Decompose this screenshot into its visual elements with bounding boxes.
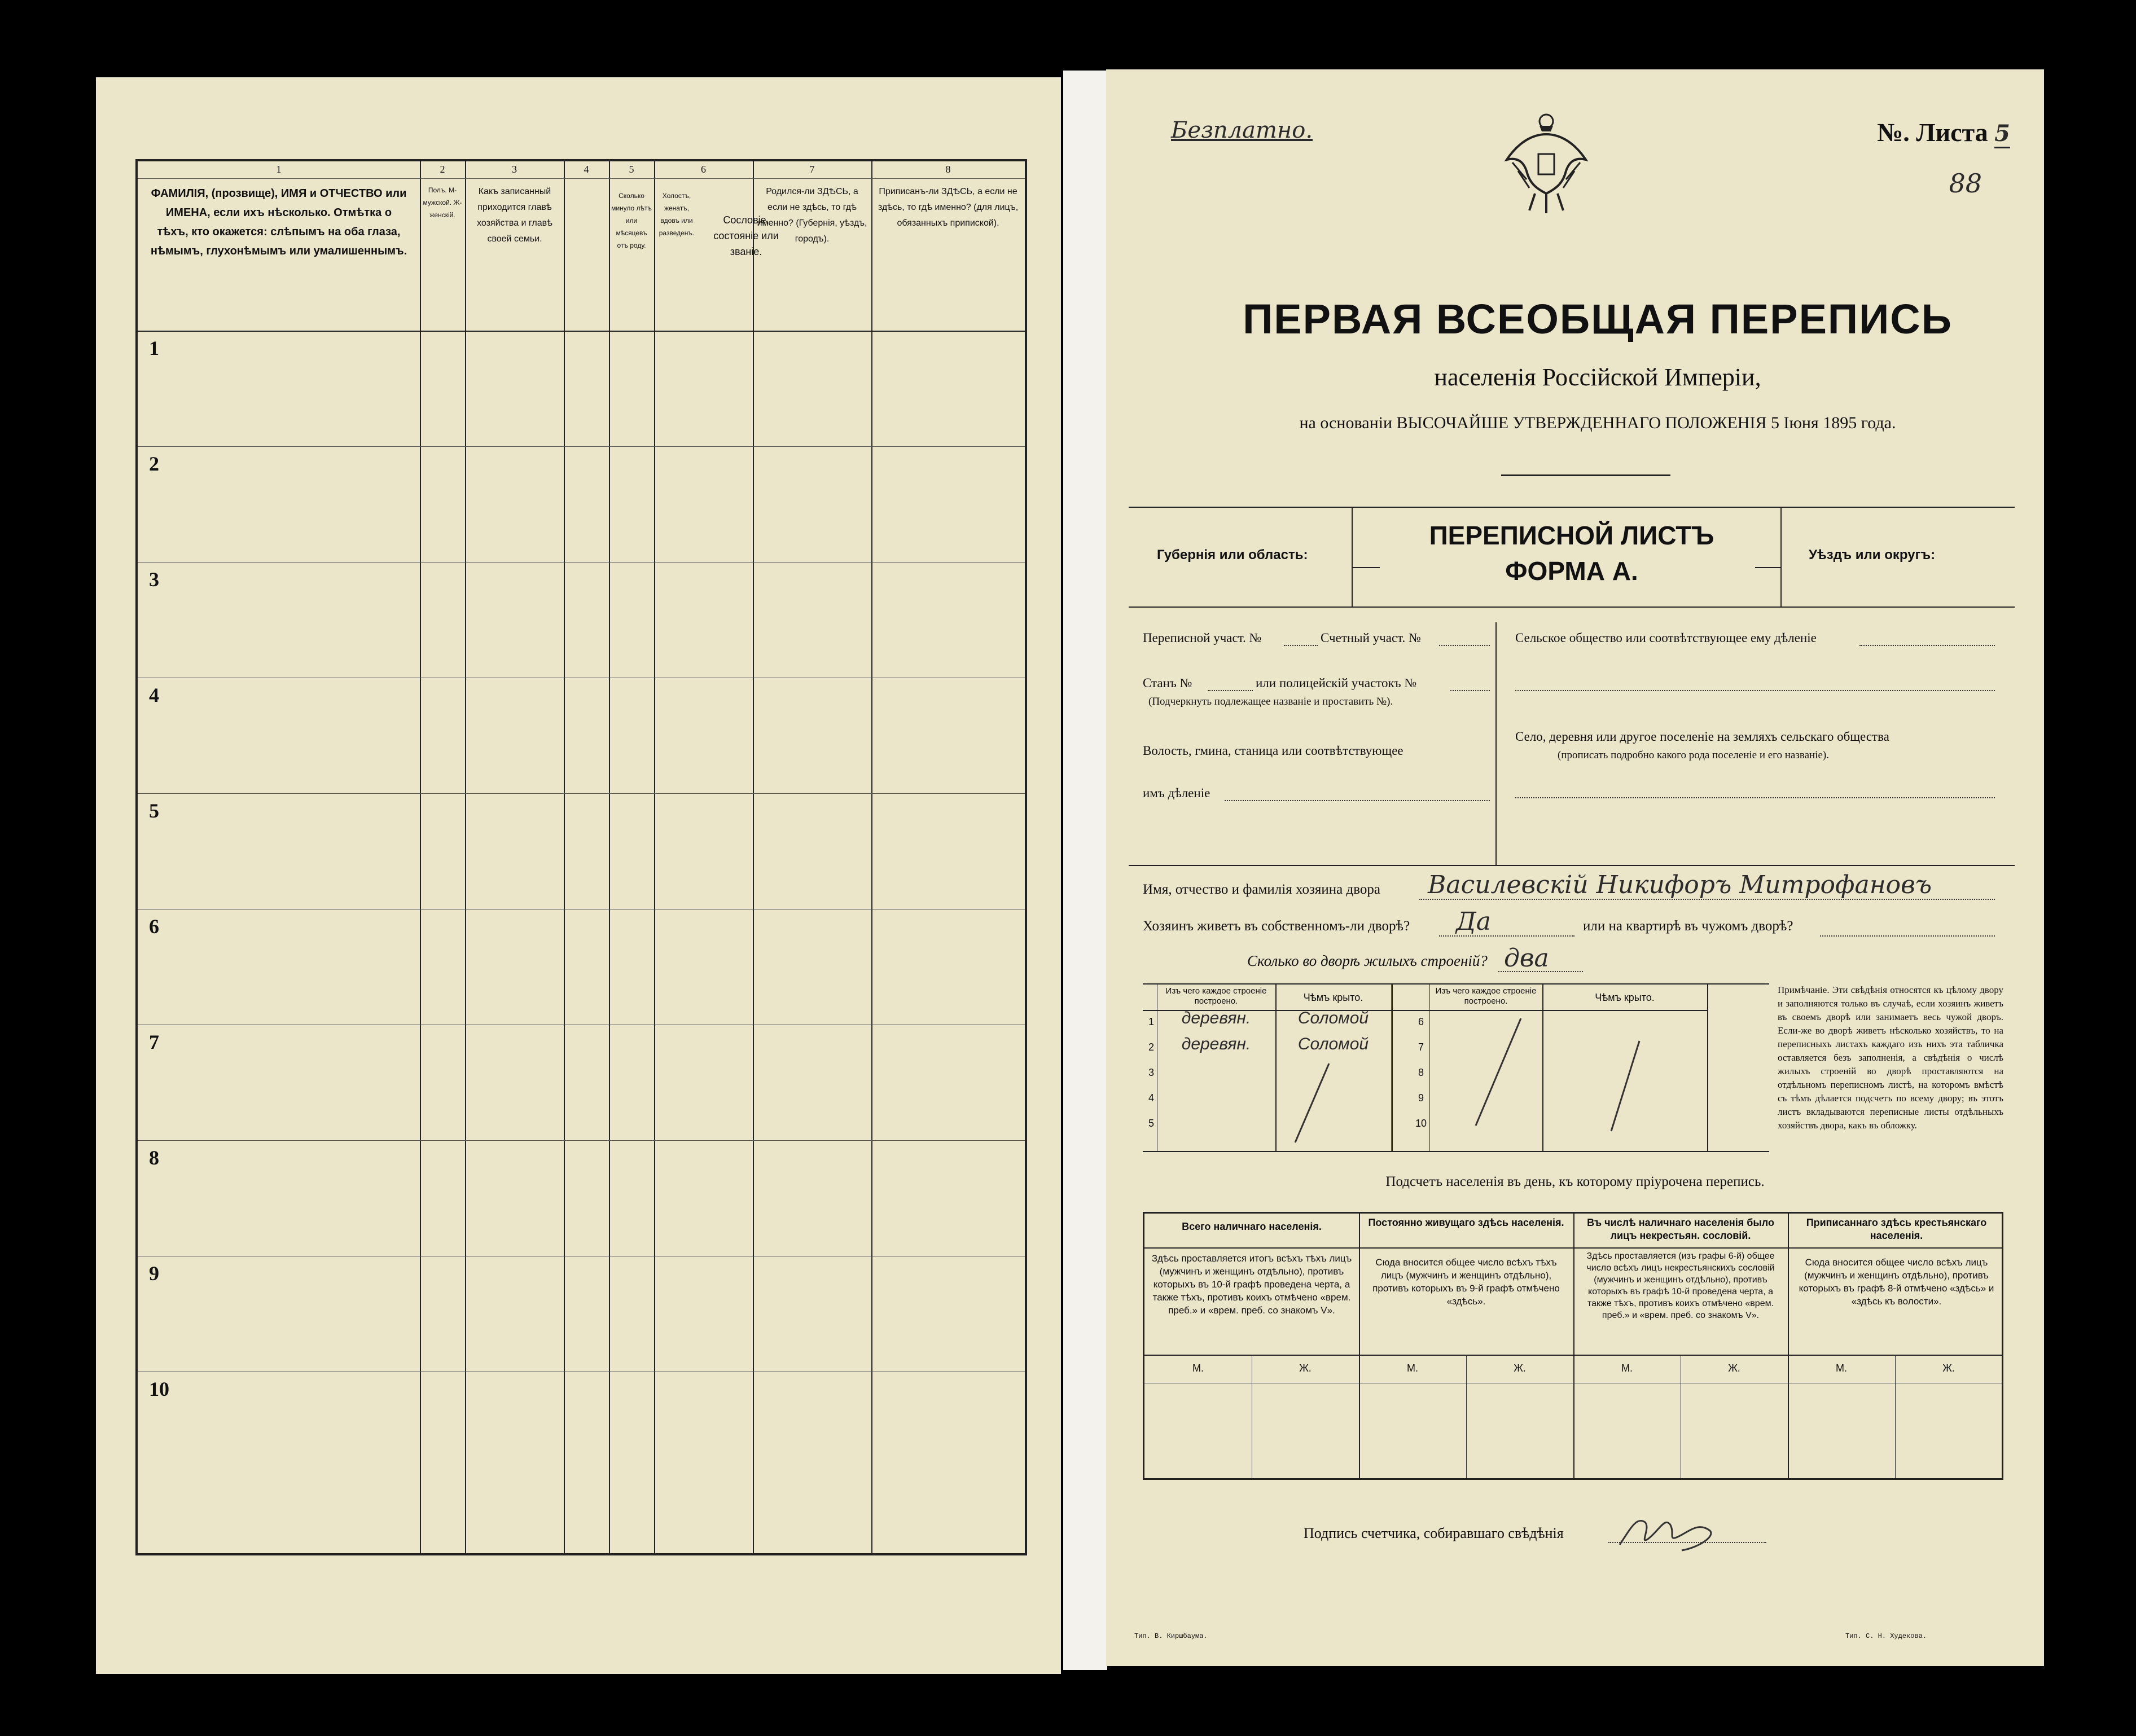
count-body-3: Здѣсь проставляется (изъ графы 6-й) общее число всѣхъ лицъ некрестьянскихъ сословій (мужчинъ и женщинъ отдѣльно), противъ которыхъ въ графѣ 10-й проведена черта, а также тѣхъ, противъ коихъ отмѣчено «врем. преб.» и «врем. преб. со знакомъ V». [1586,1251,1775,1320]
row-number: 8 [149,1146,159,1169]
buildings-label: Сколько во дворѣ жилыхъ строеній? [1247,952,1488,969]
field-selo-note: (прописать подробно какого рода поселеніе и его названіе). [1558,749,1829,761]
field-society: Сельское общество или соотвѣтствующее ему дѣленіе [1515,631,1817,645]
page-title: ПЕРВАЯ ВСЕОБЩАЯ ПЕРЕПИСЬ [1243,296,1953,342]
population-count-table [1143,1212,2003,1480]
female-label: Ж. [1514,1363,1526,1374]
row-number: 10 [149,1378,169,1400]
row-number: 4 [149,684,159,706]
census-table [135,159,1027,1555]
own-house-label: Хозяинъ живетъ въ собственномъ-ли дворѣ? [1143,918,1410,934]
col-header-relation: Какъ записанный приходится главѣ хозяйства и главѣ своей семьи. [477,187,552,244]
count-head-4: Приписаннаго здѣсь крестьянскаго населенія. [1806,1217,1987,1241]
col-header-name: ФАМИЛІЯ, (прозвище), ИМЯ и ОТЧЕСТВО или ИМЕНА, если ихъ нѣсколько. Отмѣтка о тѣхъ, кто окажется: слѣпымъ на оба глаза, нѣмымъ, глухонѣмымъ или умалишеннымъ. [150,187,407,257]
buildings-value: два [1504,944,1549,973]
field-selo: Село, деревня или другое поселеніе на земляхъ сельскаго общества [1515,729,1889,744]
female-label: Ж. [1942,1363,1955,1374]
row-number: 7 [149,1031,159,1053]
bld-roof-2: Соломой [1297,1035,1369,1053]
imperial-eagle-emblem [1501,109,1591,216]
row-number: 1 [149,337,159,359]
owner-label: Имя, отчество и фамилія хозяина двора [1143,882,1380,897]
male-label: М. [1192,1363,1204,1374]
bld-row-number: 10 [1415,1118,1427,1129]
location-divider [1495,622,1497,865]
bld-row-number: 3 [1148,1067,1154,1078]
field-count-district: Счетный участ. № [1321,631,1421,645]
own-house-value: Да [1456,907,1492,936]
bld-col-roof: Чѣмъ крыто. [1303,992,1363,1003]
buildings-table [1143,983,1769,1152]
count-head-2: Постоянно живущаго здѣсь населенія. [1368,1217,1564,1228]
bld-roof-1: Соломой [1297,1009,1369,1027]
col-header-estate: Сословіе, состояніе или званіе. [713,214,779,257]
bld-col-material: Изъ чего каждое строеніе построено. [1165,986,1267,1006]
signature [1614,1505,1727,1556]
sheet-title: ПЕРЕПИСНОЙ ЛИСТЪ [1429,521,1714,550]
bld-row-number: 2 [1148,1041,1154,1053]
col-number: 2 [440,164,445,175]
owner-value: Василевскій Никифоръ Митрофановъ [1428,871,1932,899]
bld-row-number: 7 [1418,1041,1424,1053]
col-header-sex: Полъ. М-мужской. Ж-женскій. [423,186,462,219]
rent-label: или на квартирѣ въ чужомъ дворѣ? [1583,918,1793,934]
bld-material-1: деревян. [1181,1009,1251,1027]
divider [1501,474,1670,476]
female-label: Ж. [1299,1363,1312,1374]
left-page [96,77,1061,1674]
sheet-number-label [1877,117,2010,147]
field-stan: Станъ № [1143,676,1192,690]
uezd-label: Уѣздъ или округъ: [1809,547,1936,562]
count-body-2: Сюда вносится общее число всѣхъ тѣхъ лицъ (мужчинъ и женщинъ отдѣльно), противъ которыхъ въ 9-й графѣ отмѣчено «здѣсь». [1372,1257,1560,1307]
male-label: М. [1407,1363,1418,1374]
col-header-birthplace: Родился-ли ЗДѢСЬ, а если не здѣсь, то гдѣ именно? (Губернія, уѣздъ, городъ). [757,187,867,244]
bld-row-number: 5 [1148,1118,1154,1129]
bld-row-number: 9 [1418,1092,1424,1104]
count-head-3: Въ числѣ наличнаго населенія было лицъ некрестьян. сословій. [1587,1217,1774,1241]
col-number: 5 [629,164,634,175]
col-number: 6 [701,164,706,175]
col-number: 8 [945,164,951,175]
field-stan-note: (Подчеркнуть подлежащее названіе и проставить №). [1148,696,1393,707]
bld-col-roof-2: Чѣмъ крыто. [1595,992,1655,1003]
row-number: 3 [149,568,159,591]
col-header-age: Сколько минуло лѣтъ или мѣсяцевъ отъ роду. [611,192,652,249]
col-header-registration: Приписанъ-ли ЗДѢСЬ, а если не здѣсь, то гдѣ именно? (для лицъ, обязанныхъ припиской). [878,187,1019,228]
male-label: М. [1621,1363,1633,1374]
col-number: 4 [584,164,589,175]
count-title: Подсчетъ населенія въ день, къ которому пріурочена перепись. [1385,1174,1765,1189]
bld-material-2: деревян. [1181,1035,1251,1053]
bld-row-number: 4 [1148,1092,1154,1104]
col-number: 7 [809,164,815,175]
field-volost: Волость, гмина, станица или соотвѣтствующее [1143,744,1403,758]
row-number: 9 [149,1262,159,1285]
count-head-1: Всего наличнаго населенія. [1182,1221,1322,1232]
col-number: 3 [512,164,517,175]
header-row [1129,507,2015,608]
bld-col-material-2: Изъ чего каждое строеніе построено. [1435,986,1537,1006]
free-label: Безплатно. [1171,117,1313,143]
row-number: 2 [149,452,159,475]
page-subtitle: населенія Россійской Имперіи, [1434,363,1761,391]
sheet-number-value: 5 [1994,120,2010,148]
page-basis: на основаніи ВЫСОЧАЙШЕ УТВЕРЖДЕННАГО ПОЛОЖЕНІЯ 5 Іюня 1895 года. [1299,414,1896,432]
row-number: 6 [149,915,159,938]
sheet-number-text: №. Листа [1877,118,1988,147]
form-title: ФОРМА А. [1505,556,1638,586]
binding-strip [1063,71,1107,1670]
col-header-marital: Холостъ, женатъ, вдовъ или разведенъ. [659,192,695,237]
count-body-4: Сюда вносится общее число всѣхъ лицъ (мужчинъ и женщинъ отдѣльно), противъ которыхъ въ графѣ 8-й отмѣчено «здѣсь» и «здѣсь къ волости». [1799,1257,1994,1307]
field-volost-2: имъ дѣленіе [1143,786,1210,800]
col-number: 1 [276,164,282,175]
bld-row-number: 6 [1418,1016,1424,1027]
note-text: Примѣчаніе. Эти свѣдѣнія относятся къ цѣлому двору и заполняются только въ случаѣ, если хозяинъ живетъ въ своемъ дворѣ или занимаетъ весь чужой дворъ. Если-же во дворѣ живетъ нѣсколько хозяйствъ, то на переписныхъ листахъ каждаго изъ нихъ эта табличка оставляется безъ заполненія, а свѣдѣнія о числѣ жилыхъ строеній во дворѣ проставляются на отдѣльномъ переписномъ листѣ, на которомъ вмѣстѣ съ тѣмъ дѣлается подсчетъ по всему двору; въ этотъ листъ вкладываются переписные листы отдѣльныхъ хозяйствъ двора, какъ въ обложку. [1778,985,2003,1131]
field-census-district: Переписной участ. № [1143,631,1262,645]
signature-label: Подпись счетчика, собиравшаго свѣдѣнія [1304,1525,1564,1541]
bld-row-number: 1 [1148,1016,1154,1027]
right-page [1106,69,2044,1666]
bld-row-number: 8 [1418,1067,1424,1078]
printer-left: Тип. В. Киршбаума. [1134,1632,1208,1640]
female-label: Ж. [1728,1363,1740,1374]
strike-marks [1143,985,1707,1151]
gubernia-label: Губернія или область: [1157,547,1308,562]
printer-right: Тип. С. Н. Худекова. [1845,1632,1927,1640]
row-number: 5 [149,799,159,822]
field-police-district: или полицейскій участокъ № [1256,676,1417,690]
male-label: М. [1836,1363,1847,1374]
count-body-1: Здѣсь проставляется итогъ всѣхъ тѣхъ лицъ (мужчинъ и женщинъ отдѣльно), противъ которыхъ въ 10-й графѣ проведена черта, а также тѣхъ, противъ коихъ отмѣчено «врем. преб.» и «врем. преб. со знакомъ V». [1151,1253,1352,1316]
handwritten-number: 88 [1949,168,1982,199]
